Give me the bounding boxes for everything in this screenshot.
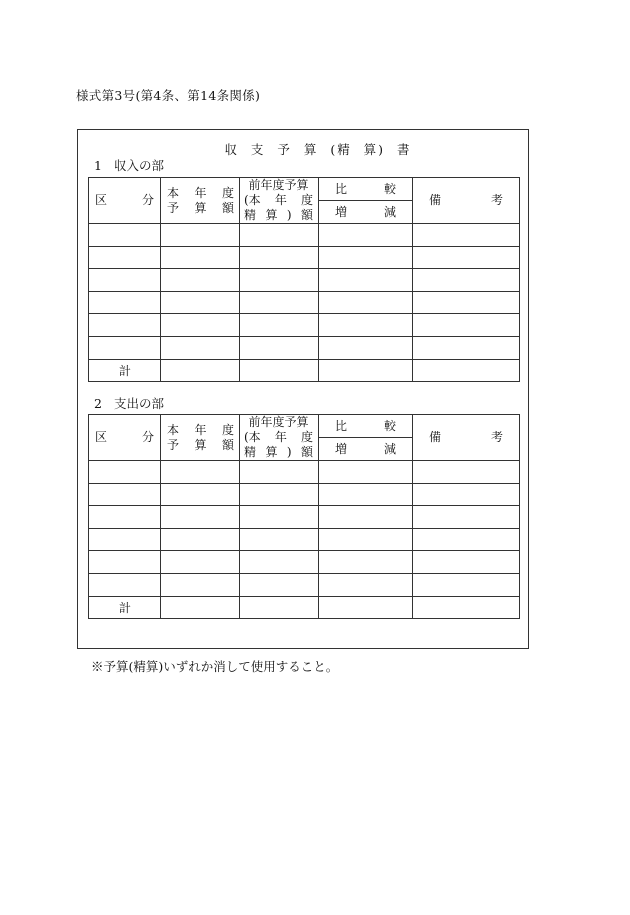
total-label: 計 xyxy=(89,596,161,619)
table-row xyxy=(89,461,520,484)
header-previous-year-budget: 前年度予算 (本 年 度 精 算 ) 額 xyxy=(240,178,319,224)
section-number: 2 xyxy=(94,396,102,411)
budget-form-frame xyxy=(77,129,529,649)
table-row xyxy=(89,506,520,529)
header-comparison: 比 較 xyxy=(319,415,413,438)
expenditure-table xyxy=(88,414,520,619)
section-label: 収入の部 xyxy=(114,158,165,173)
section-title-income xyxy=(94,156,164,174)
total-row xyxy=(89,359,520,382)
income-table xyxy=(88,177,520,382)
form-number: 様式第3号(第4条、第14条関係) xyxy=(76,88,261,103)
total-row xyxy=(89,596,520,619)
section-number: 1 xyxy=(94,158,102,173)
table-row xyxy=(89,224,520,247)
header-current-year-budget: 本 年 度 予 算 額 xyxy=(161,178,240,224)
table-row xyxy=(89,291,520,314)
table-row xyxy=(89,246,520,269)
header-current-year-budget: 本 年 度 予 算 額 xyxy=(161,415,240,461)
header-increase-decrease: 増 減 xyxy=(319,201,413,224)
table-row xyxy=(89,336,520,359)
table-row xyxy=(89,528,520,551)
header-increase-decrease: 増 減 xyxy=(319,438,413,461)
table-row xyxy=(89,551,520,574)
header-category: 区 分 xyxy=(89,415,161,461)
section-title-expenditure xyxy=(94,394,164,412)
total-label: 計 xyxy=(89,359,161,382)
document-title: 収 支 予 算 (精 算) 書 xyxy=(224,142,412,157)
header-remarks: 備 考 xyxy=(413,178,520,224)
header-comparison: 比 較 xyxy=(319,178,413,201)
table-row xyxy=(89,269,520,292)
table-row xyxy=(89,314,520,337)
header-remarks: 備 考 xyxy=(413,415,520,461)
table-row xyxy=(89,573,520,596)
table-row xyxy=(89,483,520,506)
header-previous-year-budget: 前年度予算 (本 年 度 精 算 ) 額 xyxy=(240,415,319,461)
usage-note: ※予算(精算)いずれか消して使用すること。 xyxy=(91,659,339,674)
section-label: 支出の部 xyxy=(114,396,165,411)
header-category: 区 分 xyxy=(89,178,161,224)
